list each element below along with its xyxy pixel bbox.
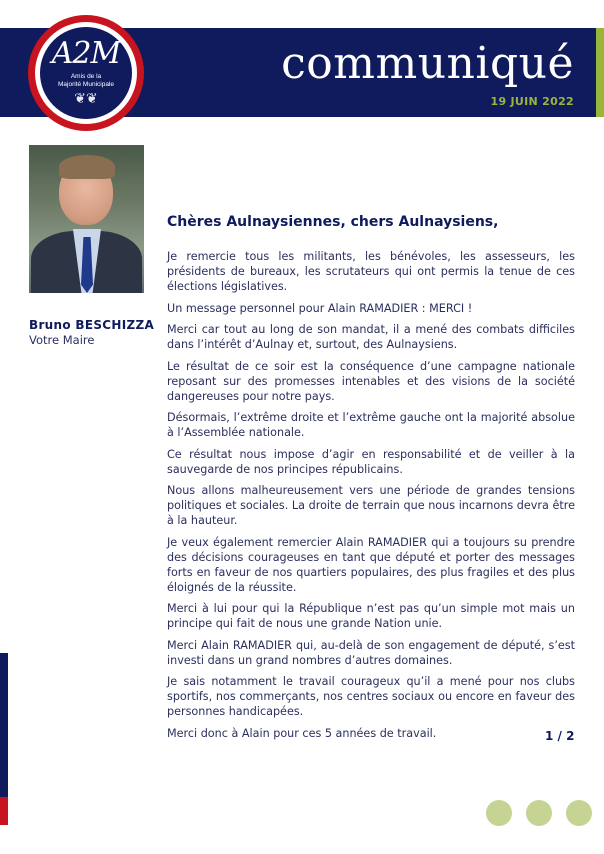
paragraph: Je remercie tous les militants, les bénévoles, les assesseurs, les présidents de bureaux, les scrutateurs qui ont permis la tenue de ces élections législatives. [167,250,575,293]
paragraph: Merci à lui pour qui la République n’est pas qu’un simple mot mais un principe qui fait de nous une grande Nation unie. [167,602,575,630]
mayor-name: Bruno BESCHIZZA [29,318,155,332]
side-stripe-blue [0,653,8,797]
paragraph: Merci Alain RAMADIER qui, au-delà de son engagement de député, s’est investi dans un grand nombres d’autres domaines. [167,638,575,667]
mayor-role: Votre Maire [29,333,95,347]
logo-subtitle [40,73,132,89]
dot-icon [526,800,552,826]
paragraph: Ce résultat nous impose d’agir en responsabilité et de veiller à la sauvegarde de nos principes républicains. [167,447,575,476]
paragraph: Je sais notamment le travail courageux qu’il a mené pour nos clubs sportifs, nos commerçants, nos centres sociaux ou encore en faveur des personnes handicapées. [167,675,575,718]
logo-subtitle-line2: Majorité Municipale [58,81,114,88]
publication-date: 19 JUIN 2022 [490,95,574,108]
paragraph: Je veux également remercier Alain RAMADIER qui a toujours su prendre des décisions courageuses en tant que député et porter des messages forts en faveur de nos quartiers populaires, des plus fragiles et des plus éloignés de la réussite. [167,535,575,594]
paragraph: Le résultat de ce soir est la conséquence d’une campagne nationale reposant sur des promesses intenables et des visions de la société dangereuses pour notre pays. [167,359,575,403]
paragraph: Un message personnel pour Alain RAMADIER : MERCI ! [167,301,473,315]
logo-inner [40,27,132,119]
logo-ring [35,22,137,124]
side-stripe-red [0,797,8,825]
letter-body [167,249,575,747]
page-title: communiqué [281,38,574,89]
photo-hair [59,155,115,179]
paragraph: Désormais, l’extrême droite et l’extrême gauche ont la majorité absolue à l’Assemblée nationale. [167,411,575,439]
a2m-logo [28,15,144,131]
dot-icon [486,800,512,826]
paragraph: Nous allons malheureusement vers une période de grandes tensions politiques et sociales. La droite de terrain que nous incarnons devra être à la hauteur. [167,484,575,527]
header-accent-bar [596,28,604,117]
logo-text: A2M [51,36,121,71]
page-number: 1 / 2 [545,729,575,743]
logo-subtitle-line1: Amis de la [70,73,102,80]
dot-icon [566,800,592,826]
letter-salutation: Chères Aulnaysiennes, chers Aulnaysiens, [167,214,499,230]
mayor-photo [29,145,144,293]
oak-leaves-icon: ❦❦ [74,91,98,107]
paragraph: Merci car tout au long de son mandat, il a mené des combats difficiles dans l’intérêt d’Aulnay et, surtout, des Aulnaysiens. [167,323,575,351]
paragraph: Merci donc à Alain pour ces 5 années de travail. [167,726,437,740]
